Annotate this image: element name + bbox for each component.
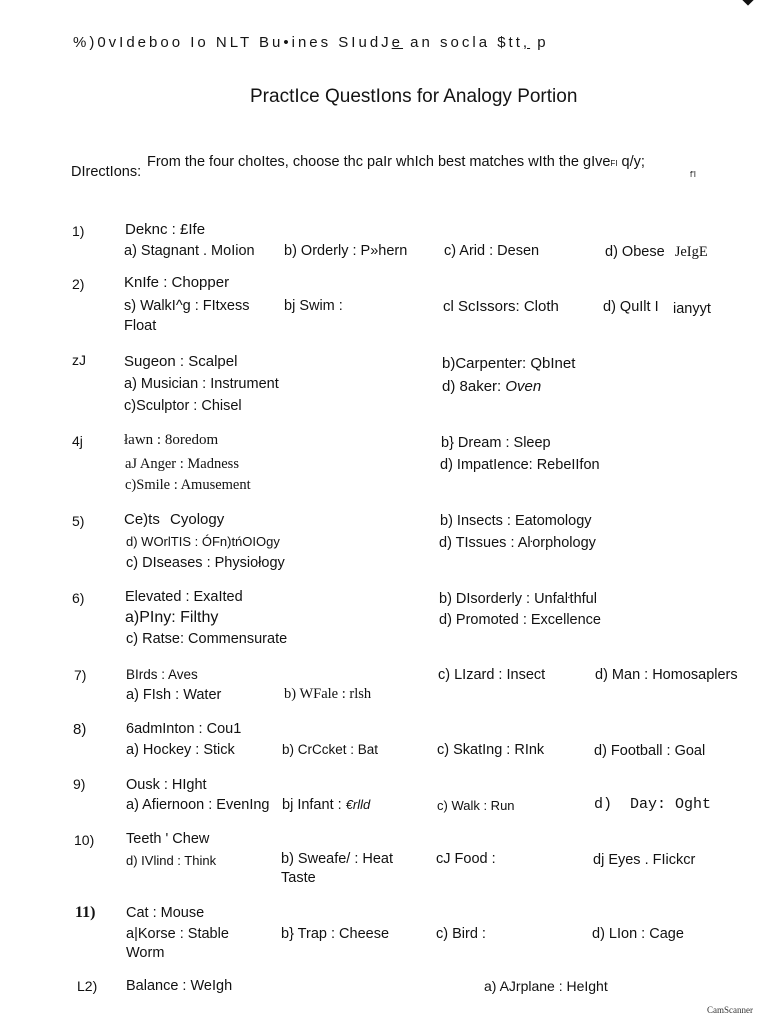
directions-main: From the four choItes, choose thc paIr whIch best matches wIth the gIve (147, 154, 611, 170)
question-pair: Ousk : HIght (126, 777, 207, 793)
option-c: c)Sculptor : Chisel (124, 398, 242, 414)
option-d: d) TIssues : Aŀorphology (439, 535, 596, 551)
option-c: c)Smile : Amusement (125, 477, 251, 493)
option-d: d) Promoted : Excellence (439, 612, 601, 628)
option-a: d) IVlind : Think (126, 853, 217, 868)
header-text-5: p (530, 34, 549, 51)
option-b-text: bj Infant : (282, 797, 346, 813)
question-pair: Deknc : £Ife (125, 221, 206, 238)
option-c: c) LIzard : Insect (438, 667, 546, 683)
option-d-text: d) Obese (605, 244, 665, 260)
option-c: cJ Food : (436, 851, 496, 867)
scanner-watermark: CamScanner (707, 1005, 753, 1015)
option-a: a) FIsh : Water (126, 687, 222, 703)
question-number: 8) (73, 721, 87, 738)
option-c: c) Bird : (436, 926, 486, 942)
option-b-wrap: Taste (281, 870, 316, 886)
directions-label: DIrectIons: (71, 164, 142, 180)
page-header (73, 34, 549, 51)
option-a: s) WalkI^g : FItxess (124, 298, 250, 314)
option-c: c) Walk : Run (437, 798, 515, 813)
option-d-extra: ianyyt (673, 301, 711, 317)
option-a: a) Hockey : Stick (126, 742, 235, 758)
page-title: PractIce QuestIons for Analogy Portion (250, 86, 578, 107)
directions-sub: FI (610, 159, 618, 168)
header-text-2: e (391, 34, 404, 51)
option-b: bj Swim : (284, 298, 343, 314)
question-number: 6) (72, 590, 85, 606)
question-pair: Teeth ' Chew (126, 831, 210, 847)
option-c: c) DIseases : Physiołogy (126, 555, 285, 571)
question-number: zJ (72, 352, 86, 368)
question-number: 7) (74, 667, 87, 683)
option-c: c) SkatIng : RInk (437, 742, 545, 758)
option-c: c) Ratse: Commensurate (126, 631, 288, 647)
header-text-1: %)0vIdeboo Io NLT Bu•ines SIudJ (73, 34, 392, 51)
question-number: L2) (77, 978, 98, 994)
option-a: a|Korse : Stable (126, 926, 229, 942)
question-pair: Balance : WeIgh (126, 978, 233, 994)
header-text-3: an socla $tt (403, 34, 523, 51)
header-text-4: , (522, 34, 531, 51)
question-number: 4j (72, 433, 83, 449)
option-d-italic: Oven (505, 378, 542, 395)
option-b: b) CrCcket : Bat (282, 742, 379, 757)
option-b: b} Dream : Sleep (441, 435, 551, 451)
question-number: 11) (75, 904, 96, 921)
option-a: aJ Anger : Madness (125, 456, 239, 472)
question-pair: 6admInton : Cou1 (126, 721, 242, 737)
option-b: b} Trap : Cheese (281, 926, 390, 942)
question-pair: ławn : 8oredom (124, 432, 219, 448)
option-c: c) Arid : Desen (444, 243, 540, 259)
option-d: dj Eyes . FIickcr (593, 852, 696, 868)
option-a: a) Musician : Instrument (124, 376, 279, 392)
question-number: 10) (74, 832, 95, 848)
option-b: b) Sweafe/ : Heat (281, 851, 394, 867)
option-a: a) AJrplane : HeIght (484, 978, 608, 994)
option-b: b) WFale : rlsh (284, 686, 372, 702)
option-d: d) ImpatIence: RebeIIfon (440, 457, 600, 473)
option-b: b) DIsorderly : Unfaŀthful (439, 591, 597, 607)
option-c: cl ScIssors: Cloth (443, 298, 559, 315)
corner-mark (742, 0, 753, 6)
directions-text (147, 154, 645, 170)
directions-mark: f'I (690, 170, 696, 179)
option-d-text: d) 8aker: (442, 378, 506, 395)
directions-tail: q/y; (617, 154, 645, 170)
option-b: b) Insects : Eatomology (440, 513, 592, 529)
question-pair: BIrds : Aves (126, 667, 198, 682)
option-a: a) Stagnant . MoIion (124, 243, 255, 259)
question-number: 5) (72, 513, 85, 529)
question-number: 9) (73, 776, 86, 792)
question-pair: KnIfe : Chopper (124, 274, 230, 291)
option-d (605, 244, 708, 261)
option-d: d) Football : Goal (594, 743, 706, 759)
option-b (282, 797, 370, 813)
question-number: 1) (72, 223, 85, 239)
question-pair-b: Cyology (170, 511, 225, 528)
option-b: b)Carpenter: QbInet (442, 355, 576, 372)
question-pair: Cat : Mouse (126, 905, 205, 921)
option-a: a) Afiernoon : EvenIng (126, 797, 270, 813)
question-pair: Sugeon : Scalpel (124, 353, 238, 370)
option-d: d) Man : Homosaplers (595, 667, 738, 683)
question-number: 2) (72, 276, 85, 292)
option-d (442, 378, 541, 395)
option-d: d) QuIlt I (603, 299, 659, 315)
question-pair-a: Ce)ts (124, 511, 160, 528)
option-b-italic: €rlld (345, 797, 371, 812)
question-pair (124, 511, 224, 528)
option-a-wrap: Worm (126, 945, 165, 961)
option-a: a)PIny: Filthy (125, 609, 219, 626)
option-a-wrap: Float (124, 318, 157, 334)
option-d: d) LIon : Cage (592, 926, 684, 942)
option-d: d) Day: Oght (594, 796, 712, 813)
option-b: b) Orderly : P»hern (284, 243, 408, 259)
option-d-extra: JeIgE (674, 244, 708, 260)
option-a: d) WOrlTIS : ÓFn)tńOIOgy (126, 534, 280, 549)
question-pair: Elevated : ExaIted (125, 589, 243, 605)
